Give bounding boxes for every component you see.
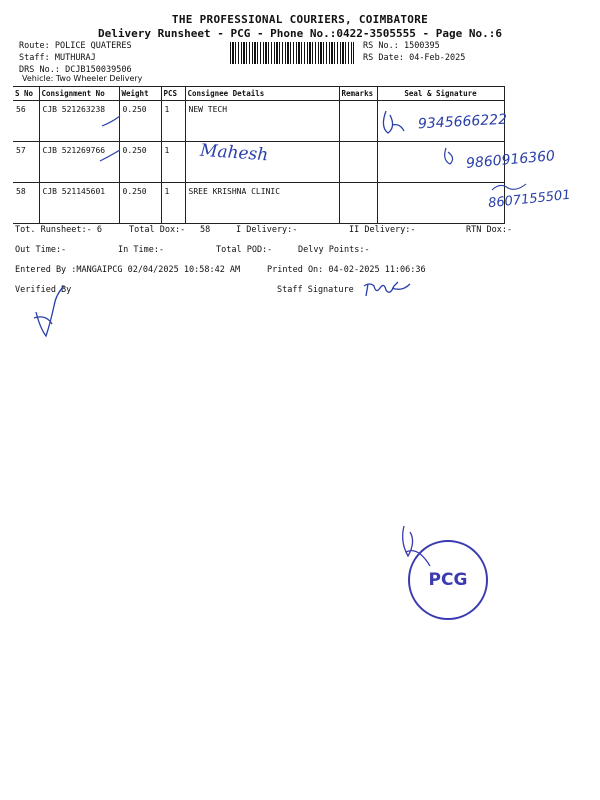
ii-delivery: II Delivery:-	[349, 225, 416, 235]
staff-signature	[362, 278, 414, 300]
col-remarks: Remarks	[339, 87, 377, 101]
staff-value: MUTHURAJ	[54, 53, 96, 63]
cell-remarks	[339, 183, 377, 224]
cell-pcs: 1	[161, 142, 185, 183]
rs-date-label: RS Date:	[363, 53, 404, 63]
handwritten-name: Mahesh	[199, 140, 269, 166]
handwritten-phone: 9860916360	[465, 148, 556, 172]
col-pcs: PCS	[161, 87, 185, 101]
in-time: In Time:-	[118, 245, 165, 255]
total-pod: Total POD:-	[216, 245, 273, 255]
drs-label: DRS No.:	[19, 65, 60, 75]
col-consignment: Consignment No	[39, 87, 119, 101]
barcode	[230, 42, 354, 64]
route-label: Route:	[19, 41, 50, 51]
rtn-dox: RTN Dox:-	[466, 225, 513, 235]
cell-consignee: NEW TECH	[185, 101, 339, 142]
handwritten-phone: 8607155501	[487, 187, 572, 212]
total-dox-label: Total Dox:-	[129, 225, 186, 235]
entered-by: Entered By :MANGAIPCG 02/04/2025 10:58:42 AM	[15, 265, 241, 275]
cell-sno: 57	[13, 142, 39, 183]
vehicle-value: Two Wheeler Delivery	[55, 74, 143, 83]
rs-no-label: RS No.:	[363, 41, 399, 51]
i-delivery: I Delivery:-	[236, 225, 298, 235]
out-time: Out Time:-	[15, 245, 67, 255]
cell-consignment: CJB 521145601	[39, 183, 119, 224]
cell-sno: 56	[13, 101, 39, 142]
staff-signature-label: Staff Signature	[277, 285, 354, 295]
col-consignee: Consignee Details	[185, 87, 339, 101]
route-value: POLICE QUATERES	[54, 41, 132, 51]
cell-remarks	[339, 101, 377, 142]
runsheet-subtitle: Delivery Runsheet - PCG - Phone No.:0422-3505555 - Page No.:6	[98, 27, 502, 40]
cell-pcs: 1	[161, 101, 185, 142]
table-header-row	[13, 87, 504, 101]
tot-runsheet: Tot. Runsheet:- 6	[15, 225, 102, 235]
pcg-stamp: PCG	[408, 540, 488, 620]
verified-by: Verified By	[15, 285, 72, 295]
rs-no-value: 1500395	[403, 41, 440, 51]
rs-no-line	[363, 41, 440, 51]
rs-date-line	[363, 53, 465, 63]
delvy-points: Delvy Points:-	[298, 245, 370, 255]
cell-remarks	[339, 142, 377, 183]
drs-value: DCJB150039506	[65, 65, 132, 75]
tick-marks	[98, 106, 128, 166]
col-seal-signature: Seal & Signature	[377, 87, 504, 101]
col-sno: S No	[13, 87, 39, 101]
verified-signature	[28, 284, 68, 342]
vehicle-line	[22, 74, 142, 83]
signature-mark	[440, 146, 460, 170]
cell-sno: 58	[13, 183, 39, 224]
cell-weight: 0.250	[119, 142, 161, 183]
rs-date-value: 04-Feb-2025	[409, 53, 466, 63]
cell-consignee: SREE KRISHNA CLINIC	[185, 183, 339, 224]
handwritten-phone: 9345666222	[417, 111, 508, 133]
staff-line	[19, 53, 96, 63]
cell-weight: 0.250	[119, 101, 161, 142]
table-row	[13, 183, 504, 224]
printed-on: Printed On: 04-02-2025 11:06:36	[267, 265, 426, 275]
cell-weight: 0.250	[119, 183, 161, 224]
cell-consignment: CJB 521263238	[39, 101, 119, 142]
route-line	[19, 41, 132, 51]
staff-label: Staff:	[19, 53, 50, 63]
cell-pcs: 1	[161, 183, 185, 224]
col-weight: Weight	[119, 87, 161, 101]
vehicle-label: Vehicle:	[22, 74, 54, 83]
total-dox-value: 58	[200, 225, 211, 235]
company-title: THE PROFESSIONAL COURIERS, COIMBATORE	[171, 13, 429, 26]
signature-mark	[378, 107, 408, 139]
cell-signature	[377, 183, 504, 224]
cell-consignment: CJB 521269766	[39, 142, 119, 183]
